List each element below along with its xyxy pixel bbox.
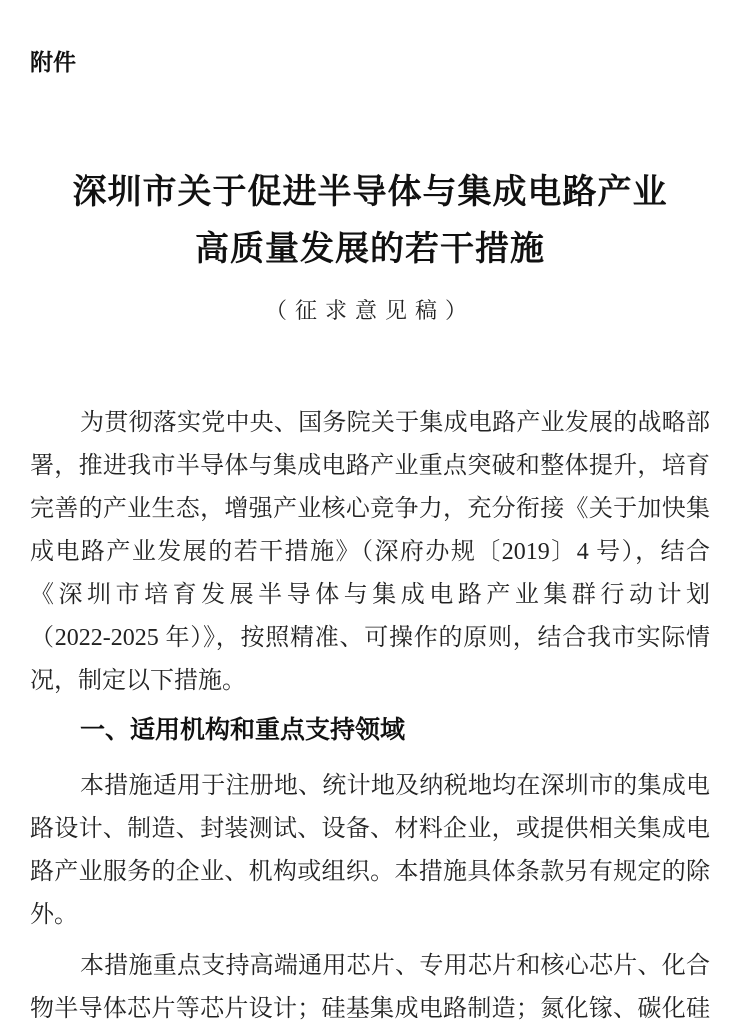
text-line: 物半导体芯片等芯片设计；硅基集成电路制造；氮化镓、碳化硅 [30, 996, 710, 1022]
text-line: 路产业服务的企业、机构或组织。本措施具体条款另有规定的除 [30, 859, 710, 885]
document-title [30, 164, 710, 278]
attachment-label: 附件 [30, 49, 76, 75]
text-line: 本措施重点支持高端通用芯片、专用芯片和核心芯片、化合 [80, 953, 710, 979]
document-subtitle: （征求意见稿） [264, 298, 475, 323]
text-line: 为贯彻落实党中央、国务院关于集成电路产业发展的战略部 [80, 410, 710, 436]
text-line: 外。 [30, 902, 78, 928]
title-line-2: 高质量发展的若干措施 [195, 231, 545, 268]
text-line: 一、适用机构和重点支持领域 [80, 716, 406, 744]
text-line: （2022-2025 年）》，按照精准、可操作的原则，结合我市实际情 [30, 625, 710, 651]
title-line-1: 深圳市关于促进半导体与集成电路产业 [72, 174, 668, 211]
text-line: 况，制定以下措施。 [30, 668, 246, 694]
text-line: 完善的产业生态，增强产业核心竞争力，充分衔接《关于加快集 [30, 496, 710, 522]
paragraph [30, 402, 710, 703]
text-line: 署，推进我市半导体与集成电路产业重点突破和整体提升，培育 [30, 453, 710, 479]
text-line: 路设计、制造、封装测试、设备、材料企业，或提供相关集成电 [30, 816, 710, 842]
paragraph [30, 945, 710, 1025]
text-line: 《深圳市培育发展半导体与集成电路产业集群行动计划 [30, 582, 710, 608]
document-body [30, 402, 710, 1025]
section-heading [30, 711, 710, 749]
paragraph [30, 765, 710, 937]
text-line: 本措施适用于注册地、统计地及纳税地均在深圳市的集成电 [80, 773, 710, 799]
text-line: 成电路产业发展的若干措施》（深府办规〔2019〕4 号），结合 [30, 539, 710, 565]
